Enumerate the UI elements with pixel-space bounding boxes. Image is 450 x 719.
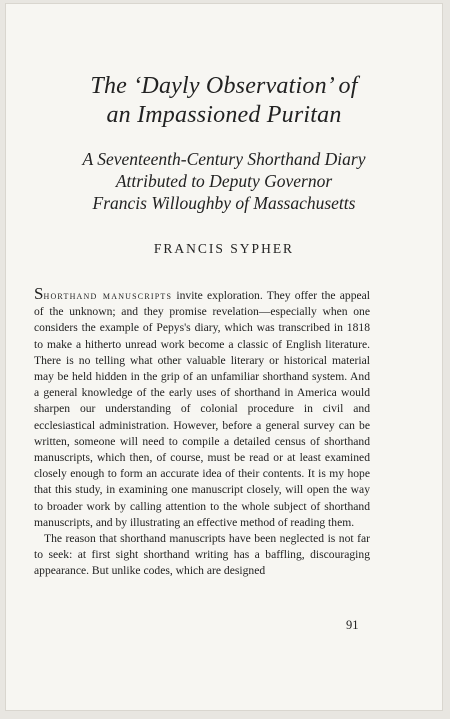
article-heading	[6, 72, 442, 214]
drop-cap-letter: S	[34, 284, 44, 303]
paragraph-1-text: invite exploration. They offer the appeal of the unknown; and they promise revelation—especially when one considers the example of Pepys's diary, which was transcribed in 1818 to make a hitherto unread work become a classic of English literature. There is no telling what other valuable literary or historical material may be held hidden in the grip of an unfamiliar shorthand system. And a general knowledge of the early uses of shorthand in America would sharpen our understanding of colonial procedure in civil and ecclesiastical administration. However, before a general survey can be written, someone will need to compile a detailed census of shorthand manuscripts, which then, of course, must be read or at least examined closely enough to form an accurate idea of their contents. It is my hope that this study, in examining one manuscript closely, will open the way to broader work by calling attention to the whole subject of shorthand manuscripts, and by illustrating an effective method of reading them.	[34, 289, 370, 529]
body-paragraph-2: The reason that shorthand manuscripts have been neglected is not far to seek: at first sight shorthand writing has a baffling, discouraging appearance. But unlike codes, which are designed	[34, 532, 370, 578]
page-number: 91	[346, 618, 359, 632]
article-body	[34, 284, 370, 580]
subtitle-line-3: Francis Willoughby of Massachusetts	[92, 193, 356, 213]
subtitle-line-1: A Seventeenth-Century Shorthand Diary	[82, 149, 366, 169]
author-name: FRANCIS SYPHER	[153, 241, 295, 256]
article-title-line-1: The ‘Dayly Observation’ of	[90, 73, 358, 99]
article-subtitle	[6, 148, 442, 214]
body-paragraph-1	[34, 284, 370, 531]
opening-small-caps: horthand manuscripts	[43, 289, 173, 302]
article-page	[6, 4, 442, 710]
article-title-line-2: an Impassioned Puritan	[106, 102, 342, 128]
subtitle-line-2: Attributed to Deputy Governor	[115, 171, 333, 191]
